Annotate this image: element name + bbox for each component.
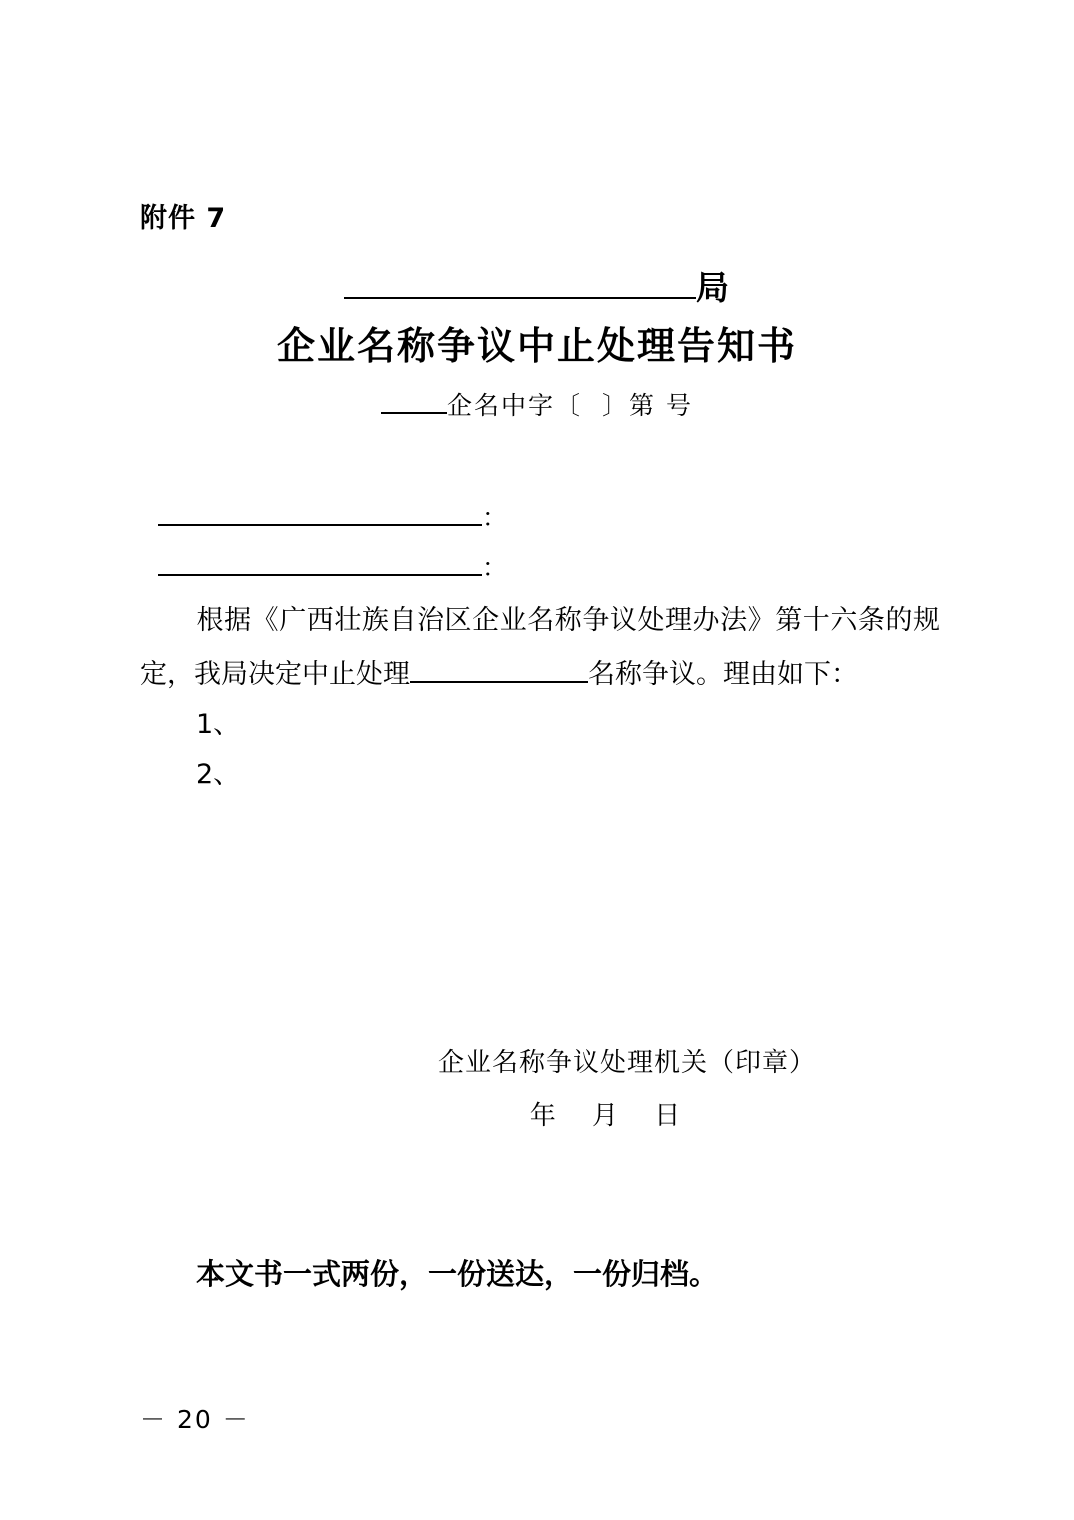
reason-item-2: 2、 — [196, 759, 241, 790]
dispute-name-blank-field[interactable] — [410, 655, 588, 683]
reason-item-1: 1、 — [196, 709, 241, 740]
recipient-colon-2: ： — [482, 553, 508, 582]
signature-block — [0, 1042, 1074, 1132]
recipient-line-1 — [158, 498, 507, 534]
document-main-title: 企业名称争议中止处理告知书 — [276, 323, 797, 368]
doc-number-text-before: 企名中字 — [447, 391, 556, 420]
page-number: － 20 － — [140, 1405, 250, 1434]
body-text-part-1: 根据《广西壮族自治区企业名称争议处理办法》第十六条的规定，我局决定中止处理 — [140, 605, 940, 690]
recipient-blank-field-2[interactable] — [158, 550, 482, 576]
title-line-organization-suffix: 局 — [696, 268, 730, 307]
body-text-part-2: 名称争议。理由如下： — [588, 659, 858, 690]
signature-organization: 企业名称争议处理机关（印章） — [437, 1048, 816, 1078]
doc-number-unit: 号 — [665, 391, 693, 420]
document-title-block — [0, 262, 1074, 370]
footer-note: 本文书一式两份，一份送达，一份归档。 — [196, 1257, 719, 1291]
recipient-line-2 — [158, 548, 507, 584]
reason-list — [196, 700, 240, 800]
recipient-blank-field-1[interactable] — [158, 500, 482, 526]
doc-number-bracket-close: 〕 — [601, 391, 629, 420]
document-number-line — [0, 386, 1074, 422]
doc-number-prefix-blank[interactable] — [381, 390, 447, 414]
recipient-colon-1: ： — [482, 503, 508, 532]
doc-number-bracket-open: 〔 — [555, 391, 583, 420]
title-line-organization — [0, 262, 1074, 309]
doc-number-text-after: 第 — [628, 391, 656, 420]
organization-blank-field[interactable] — [344, 267, 696, 299]
body-paragraph — [140, 594, 940, 702]
signature-date-line: 年 月 日 — [529, 1101, 695, 1131]
attachment-label: 附件 7 — [140, 203, 227, 234]
